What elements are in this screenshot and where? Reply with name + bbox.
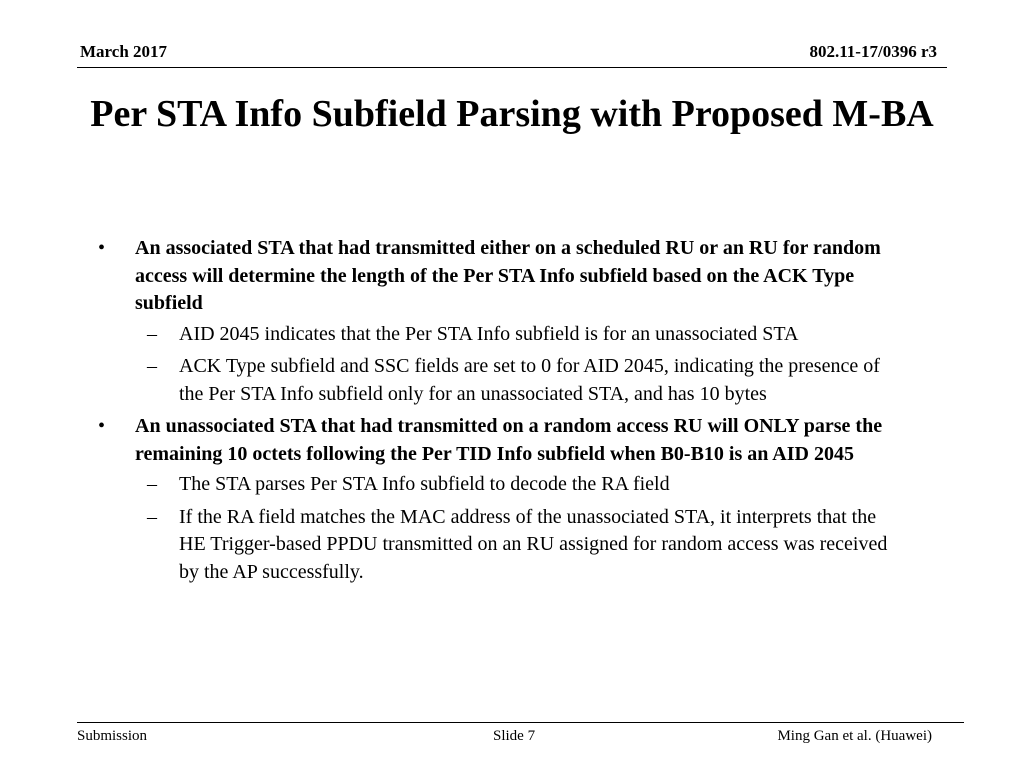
sub-bullet-item [90, 471, 899, 499]
sub-bullet-item [90, 321, 899, 349]
bullet-text: An unassociated STA that had transmitted on a random access RU will ONLY parse the remaining 10 octets following the Per TID Info subfield when B0-B10 is an AID 2045 [135, 415, 883, 465]
dash-marker: – [147, 505, 157, 528]
footer-author: Ming Gan et al. (Huawei) [777, 728, 932, 744]
header-document-id: 802.11-17/0396 r3 [809, 42, 937, 61]
bullet-text: An associated STA that had transmitted either on a scheduled RU or an RU for random access will determine the length of the Per STA Info subfield based on the ACK Type subfield [135, 237, 881, 314]
slide-title: Per STA Info Subfield Parsing with Proposed M-BA [90, 93, 934, 135]
sub-bullet-text: If the RA field matches the MAC address of the unassociated STA, it interprets that the HE Trigger-based PPDU transmitted on an RU assigned for random access was received by the AP successfully. [179, 505, 888, 583]
header-date: March 2017 [80, 42, 168, 61]
slide-body [90, 235, 910, 591]
sub-bullet-text: ACK Type subfield and SSC fields are set to 0 for AID 2045, indicating the presence of the Per STA Info subfield only for an unassociated STA, and has 10 bytes [179, 355, 880, 405]
dash-marker: – [147, 322, 157, 345]
sub-bullet-text: AID 2045 indicates that the Per STA Info subfield is for an unassociated STA [179, 322, 799, 345]
slide-number: Slide 7 [493, 728, 536, 744]
bullet-item [90, 413, 910, 468]
bullet-marker: • [98, 237, 106, 259]
dash-marker: – [147, 473, 157, 495]
bullet-marker: • [98, 415, 106, 437]
footer-submission: Submission [77, 728, 148, 744]
footer-divider [77, 722, 964, 723]
dash-marker: – [147, 355, 157, 377]
sub-bullet-item [90, 353, 899, 408]
bullet-item [90, 235, 910, 318]
header-divider [77, 67, 947, 68]
sub-bullet-item [90, 504, 899, 587]
sub-bullet-text: The STA parses Per STA Info subfield to decode the RA field [179, 473, 670, 495]
